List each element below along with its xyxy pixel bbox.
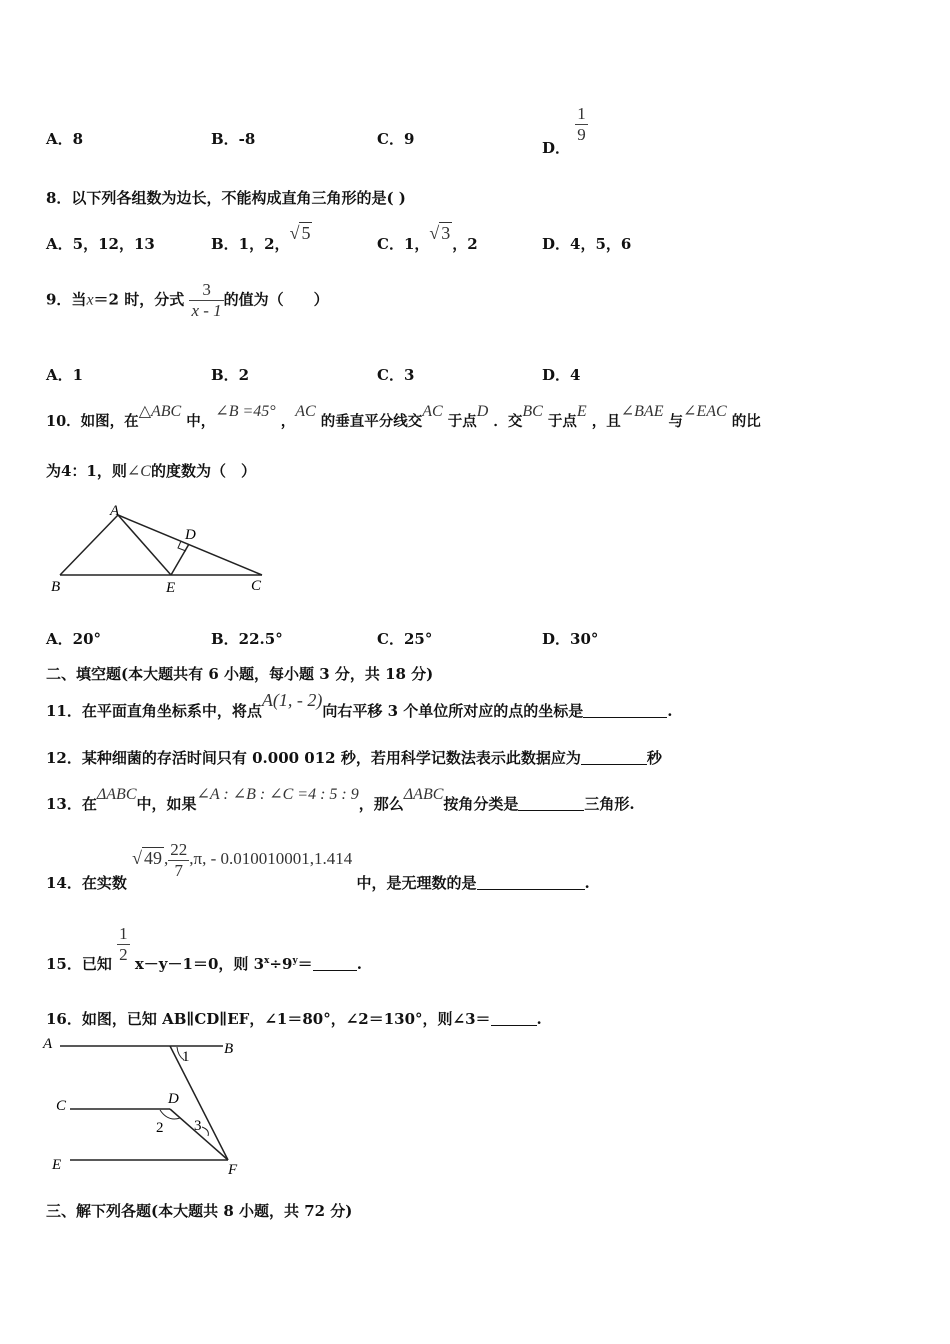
q7-option-d [542,104,588,157]
q9-stem [46,280,329,321]
label-e: E [52,1157,62,1173]
fraction-22-7 [168,840,189,881]
math: AC [422,403,443,420]
fraction-numerator: 1 [577,104,586,123]
math: ΔABC [96,786,137,803]
text: 中， [186,413,216,430]
label-e: E [166,580,176,596]
angle-1-label: 1 [182,1049,190,1065]
q10-stem-line2 [46,460,256,481]
text: 中，是无理数的是 [356,874,477,893]
q9-option-a: A．1 [46,366,84,384]
q8-option-b [211,223,312,254]
q9-mid: ＝2 时，分式 [93,290,185,309]
radicand: 3 [441,223,451,243]
q7-option-a: A．8 [46,130,84,148]
text: ．交 [493,413,523,430]
text: 15．已知 [46,954,112,973]
text: 的垂直平分线交 [320,413,423,430]
text: . [584,874,590,893]
label-c: C [251,578,262,594]
text: 于点 [547,413,577,430]
q9-option-c: C．3 [377,366,415,384]
angle-ratio: ∠A : ∠B : ∠C =4 : 5 : 9 [196,786,359,803]
text: 按角分类是 [443,795,519,813]
angle-3-label: 3 [194,1118,202,1134]
segment-ac [118,515,262,575]
answer-blank[interactable] [581,750,647,765]
q10-option-a: A．20° [46,630,102,648]
text: , [164,849,169,869]
answer-blank[interactable] [313,956,357,971]
q14-tail [357,874,590,892]
fraction-numerator: 22 [170,840,188,859]
q13-stem [46,786,635,814]
text: . [356,954,362,973]
q8-option-c-suffix: ，2 [452,235,478,253]
text: 11．在平面直角坐标系中，将点 [46,702,262,720]
q9-option-d: D．4 [542,366,581,384]
math: ∠EAC [683,403,727,420]
q9-suffix: 的值为（ ） [223,290,329,309]
math: ∠B =45° [215,403,276,420]
text: 中，如果 [136,795,197,813]
label-b: B [51,579,61,595]
text: x－y－1＝0，则 3 [134,954,265,973]
text: . [667,702,673,720]
q7-option-d-prefix: D． [542,138,571,157]
text: 的度数为（ ） [150,462,256,480]
label-c: C [56,1098,67,1114]
q9-prefix: 9．当 [46,290,87,309]
text: 与 [668,413,684,430]
q7-option-d-fraction [575,104,588,145]
angle-3-arc [202,1127,208,1136]
text: 为4：1，则 [46,462,127,480]
superscript: x [264,955,270,966]
fraction-denominator: 9 [577,125,586,144]
math: ΔABC [403,786,444,803]
q10-option-b: B．22.5° [211,630,283,648]
radicand: 49 [144,848,162,869]
q10-option-d: D．30° [542,630,599,648]
text: 14．在实数 [46,874,127,893]
q9-option-b: B．2 [211,366,250,384]
fraction-denominator: x - 1 [191,301,222,320]
sqrt-49: √ 49 [132,848,162,869]
answer-blank[interactable] [477,875,585,890]
text: 的比 [731,413,761,430]
text: 12．某种细菌的存活时间只有 0.000 012 秒，若用科学记数法表示此数据应为 [46,749,581,767]
segment-df [170,1109,228,1160]
q8-option-d: D．4，5，6 [542,235,632,253]
q8-stem: 8．以下列各组数为边长，不能构成直角三角形的是( ) [46,189,406,207]
math: BC [522,403,543,420]
q16-parallel-lines-figure [40,1032,260,1180]
radicand: 5 [301,223,311,243]
q11-stem [46,690,673,721]
text: ，那么 [358,795,404,813]
q14-number-list [132,840,356,880]
q9-variable: x [86,291,94,309]
text: ,π, - 0.010010001,1.414 [189,849,353,869]
q9-fraction [189,280,223,321]
section-2-heading: 二、填空题(本大题共有 6 小题，每小题 3 分，共 18 分) [46,665,434,683]
text: 10．如图，在 [46,413,139,430]
math: D [476,403,489,420]
fraction-numerator: 1 [119,924,128,943]
q8-option-a: A．5，12，13 [46,235,155,253]
fraction-denominator: 7 [174,861,183,880]
text: 于点 [447,413,477,430]
q15-tail [135,955,362,973]
segment-ab [60,515,118,575]
q10-triangle-figure [40,498,280,598]
math: AC [295,403,316,420]
math: △ABC [138,403,182,420]
text: ， [280,413,296,430]
text: 16．如图，已知 AB∥CD∥EF，∠1＝80°，∠2＝130°，则∠3＝ [46,1010,491,1028]
q8-option-b-prefix: B．1，2， [211,235,290,253]
sqrt-3: √ 3 [429,223,451,243]
segment-ae [118,515,171,575]
text: 三角形. [584,795,635,813]
angle-2-label: 2 [156,1120,164,1136]
text: ，且 [591,413,621,430]
math: E [576,403,587,420]
text: 13．在 [46,795,97,813]
q12-stem [46,747,662,768]
answer-blank[interactable] [518,796,584,811]
fraction-numerator: 3 [189,280,223,301]
fraction-denominator: 2 [119,945,128,964]
fraction-1-2 [117,924,130,965]
label-b: B [224,1041,234,1057]
text: ÷9 [269,954,293,973]
answer-blank[interactable] [583,703,667,718]
q14-stem [46,840,590,893]
q15-stem [46,924,362,973]
math: ∠C [126,463,151,480]
q10-option-c: C．25° [377,630,433,648]
label-d: D [185,527,196,543]
text: 秒 [646,749,662,767]
q10-stem-line1 [46,403,761,431]
superscript: y [292,955,298,966]
text: ＝ [297,954,313,973]
label-a: A [43,1036,53,1052]
q7-option-b: B．-8 [211,130,256,148]
text: . [536,1010,542,1028]
point-a: A(1, - 2) [261,690,323,710]
math: ∠BAE [620,403,664,420]
q8-option-c [377,223,478,254]
text: 向右平移 3 个单位所对应的点的坐标是 [322,702,584,720]
answer-blank[interactable] [491,1011,537,1026]
q8-option-c-prefix: C．1， [377,235,430,253]
label-a: A [110,503,120,519]
q7-option-c: C．9 [377,130,415,148]
label-d: D [168,1091,179,1107]
label-f: F [228,1162,238,1178]
section-3-heading: 三、解下列各题(本大题共 8 小题，共 72 分) [46,1202,353,1220]
sqrt-5: √ 5 [289,223,311,243]
q16-stem [46,1008,542,1029]
